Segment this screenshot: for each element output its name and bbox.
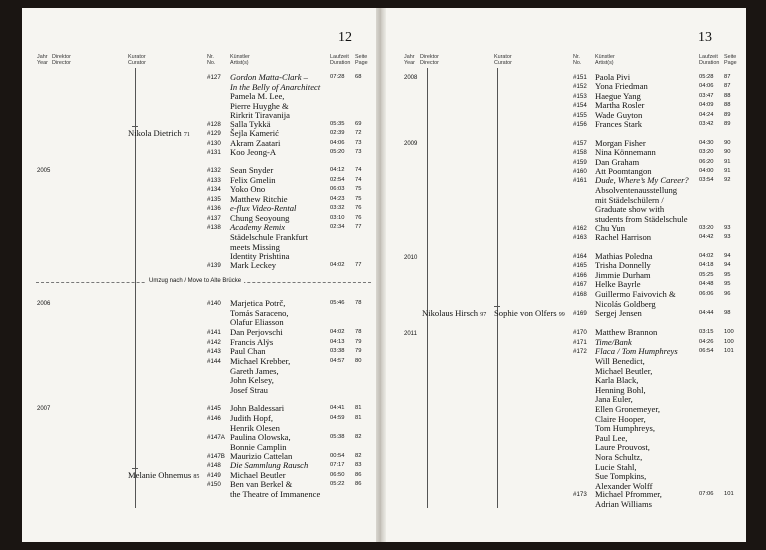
entry-number: #144 — [207, 358, 221, 365]
artist-name: Felix Gmelin — [230, 175, 276, 185]
entry-number: #148 — [207, 462, 221, 469]
entry-page: 101 — [724, 348, 734, 354]
entry-duration: 02:34 — [330, 224, 345, 230]
entry-duration: 04:06 — [330, 140, 345, 146]
entry-duration: 05:22 — [330, 481, 345, 487]
curator-name — [128, 471, 199, 483]
column-header-year — [37, 54, 48, 67]
entry-duration: 00:54 — [330, 453, 345, 459]
column-header-text: Page — [355, 60, 368, 67]
artist-name: Paul Chan — [230, 346, 266, 356]
column-header-text: Nr. — [573, 54, 580, 60]
column-header-text: Künstler — [595, 54, 615, 60]
artist-name: Sergej Jensen — [595, 308, 642, 318]
entry-duration: 03:32 — [330, 205, 345, 211]
entry-duration: 03:47 — [699, 93, 714, 99]
column-header-curator — [128, 54, 146, 67]
entry-duration: 04:41 — [330, 405, 345, 411]
year-label: 2006 — [37, 301, 51, 307]
column-header-text: Direktor — [52, 54, 71, 60]
timeline-tick — [132, 126, 138, 127]
entry-number: #169 — [573, 310, 587, 317]
column-header-text: Director — [420, 60, 439, 67]
entry-duration: 03:15 — [699, 329, 714, 335]
column-header-text: Artist(s) — [595, 60, 614, 67]
entry-page: 98 — [724, 310, 731, 316]
entry-page: 93 — [724, 225, 731, 231]
entry-duration: 04:42 — [699, 234, 714, 240]
entry-number: #145 — [207, 405, 221, 412]
artist-name: Šejla Kamerić — [230, 128, 279, 138]
artist-name: Dan Graham — [595, 157, 640, 167]
artist-name: Judith Hopf, Henrik Olesen — [230, 413, 280, 433]
book-gutter — [376, 8, 386, 542]
year-label: 2011 — [404, 331, 417, 337]
entry-duration: 04:24 — [699, 112, 714, 118]
entry-duration: 04:06 — [699, 83, 714, 89]
entry-page: 100 — [724, 329, 734, 335]
entry-page: 74 — [355, 177, 362, 183]
column-header-text: Artist(s) — [230, 60, 249, 67]
artist-name: Flaca / Tom Humphreys — [595, 346, 678, 356]
column-header-page — [355, 54, 368, 67]
entry-page: 80 — [355, 358, 362, 364]
column-header-text: Kurator — [128, 54, 146, 60]
entry-number: #153 — [573, 93, 587, 100]
column-header-duration — [330, 54, 350, 67]
entry-duration: 04:00 — [699, 168, 714, 174]
entry-number: #150 — [207, 481, 221, 488]
artist-name: Helke Bayrle — [595, 279, 641, 289]
entry-number: #161 — [573, 177, 587, 184]
entry-number: #171 — [573, 339, 587, 346]
entry-duration: 04:02 — [330, 262, 345, 268]
artist-name: Yoko Ono — [230, 184, 266, 194]
director-name-text: Nikolaus Hirsch — [422, 308, 479, 318]
entry-page: 79 — [355, 339, 362, 345]
timeline-line — [497, 68, 498, 508]
entry-number: #130 — [207, 140, 221, 147]
entry-duration: 03:38 — [330, 348, 345, 354]
entry-duration: 05:46 — [330, 300, 345, 306]
entry-number: #162 — [573, 225, 587, 232]
entry-page: 88 — [724, 93, 731, 99]
column-header-text: Page — [724, 60, 737, 67]
move-note: Umzug nach / Move to Alte Brücke — [146, 278, 244, 284]
artist-name: Akram Zaatari — [230, 138, 281, 148]
entry-page: 73 — [355, 140, 362, 146]
entry-page: 87 — [724, 83, 731, 89]
entry-number: #136 — [207, 205, 221, 212]
entry-page: 82 — [355, 434, 362, 440]
entry-duration: 03:10 — [330, 215, 345, 221]
entry-number: #133 — [207, 177, 221, 184]
artist-name: Nina Könnemann — [595, 147, 656, 157]
entry-number: #137 — [207, 215, 221, 222]
column-header-text: Curator — [128, 60, 146, 67]
curator-name-text: Sophie von Olfers — [494, 308, 557, 318]
director-timeline-line — [427, 68, 428, 508]
entry-number: #163 — [573, 234, 587, 241]
artist-name: Academy Remix — [230, 222, 286, 232]
artist-name: Maurizio Cattelan — [230, 451, 293, 461]
entry-page: 91 — [724, 159, 731, 165]
entry-number: #152 — [573, 83, 587, 90]
entry-duration: 04:13 — [330, 339, 345, 345]
artist-name: Michael Krebber, Gareth James, John Kelsey, Josef Strau — [230, 356, 291, 395]
column-header-year — [404, 54, 415, 67]
entry-number: #129 — [207, 130, 221, 137]
entry-page: 79 — [355, 348, 362, 354]
column-header-text: Director — [52, 60, 71, 67]
entry-page: 68 — [355, 74, 362, 80]
entry-duration: 04:30 — [699, 140, 714, 146]
entry-number: #151 — [573, 74, 587, 81]
entry-duration: 04:02 — [699, 253, 714, 259]
entry-page: 73 — [355, 149, 362, 155]
entry-page: 74 — [355, 167, 362, 173]
artist-name: Yona Friedman — [595, 81, 648, 91]
entry-number: #166 — [573, 272, 587, 279]
column-header-duration — [699, 54, 719, 67]
entry-page: 77 — [355, 262, 362, 268]
entry-duration: 06:20 — [699, 159, 714, 165]
column-header-text: Duration — [699, 60, 720, 67]
entry-number: #170 — [573, 329, 587, 336]
column-header-text: Jahr — [37, 54, 48, 60]
entry-number: #139 — [207, 262, 221, 269]
entry-number: #157 — [573, 140, 587, 147]
artist-name: Wade Guyton — [595, 110, 643, 120]
column-header-text: Curator — [494, 60, 512, 67]
entry-duration: 04:23 — [330, 196, 345, 202]
curator-page-ref: 85 — [193, 474, 200, 480]
left-page — [22, 8, 379, 542]
entry-page: 87 — [724, 74, 731, 80]
artist-name: Pamela M. Lee, Pierre Huyghe & Rirkrit Tiravanija — [230, 91, 290, 121]
entry-number: #165 — [573, 262, 587, 269]
entry-number: #147B — [207, 453, 225, 460]
entry-page: 76 — [355, 205, 362, 211]
artist-name: Koo Jeong-A — [230, 147, 277, 157]
artist-name: Mark Leckey — [230, 260, 277, 270]
entry-number: #149 — [207, 472, 221, 479]
artist-name: Dude, Where’s My Career? — [595, 175, 689, 185]
column-header-artist — [595, 54, 615, 67]
column-header-no — [207, 54, 215, 67]
artist-name: Will Benedict, Michael Beutler, Karla Black, Henning Bohl, Jana Euler, Ellen Gronemeyer, Claire Hooper, Tom Humphreys, Paul Lee, Laure Prouvost, Nora Schultz, Lucie Stahl, Sue Tompkins, Alexander Wolff — [595, 356, 661, 491]
column-header-artist — [230, 54, 250, 67]
year-label: 2009 — [404, 141, 418, 147]
column-header-text: Seite — [355, 54, 368, 60]
artist-name: Frances Stark — [595, 119, 643, 129]
entry-duration: 07:06 — [699, 491, 714, 497]
artist-name: Paola Pivi — [595, 72, 631, 82]
entry-page: 96 — [724, 291, 731, 297]
column-header-text: Laufzeit — [699, 54, 718, 60]
entry-page: 81 — [355, 415, 362, 421]
entry-duration: 05:35 — [330, 121, 345, 127]
entry-number: #156 — [573, 121, 587, 128]
entry-page: 91 — [724, 168, 731, 174]
column-header-text: Year — [37, 60, 48, 67]
artist-name: Time/Bank — [595, 337, 632, 347]
entry-number: #131 — [207, 149, 221, 156]
curator-name-text: Nikola Dietrich — [128, 128, 182, 138]
column-header-text: No. — [573, 60, 582, 67]
entry-number: #135 — [207, 196, 221, 203]
entry-duration: 05:28 — [699, 74, 714, 80]
entry-page: 89 — [724, 121, 731, 127]
artist-name: Martha Rosler — [595, 100, 645, 110]
artist-name: Att Poomtangon — [595, 166, 652, 176]
year-label: 2007 — [37, 406, 51, 412]
page-number: 12 — [338, 30, 352, 45]
entry-page: 95 — [724, 281, 731, 287]
artist-name: John Baldessari — [230, 403, 285, 413]
entry-page: 89 — [724, 112, 731, 118]
entry-number: #128 — [207, 121, 221, 128]
entry-number: #142 — [207, 339, 221, 346]
column-header-text: Laufzeit — [330, 54, 349, 60]
entry-number: #138 — [207, 224, 221, 231]
entry-page: 76 — [355, 215, 362, 221]
entry-number: #140 — [207, 300, 221, 307]
column-header-page — [724, 54, 737, 67]
entry-page: 90 — [724, 149, 731, 155]
entry-duration: 04:18 — [699, 262, 714, 268]
artist-name: Ben van Berkel & the Theatre of Immanence — [230, 479, 321, 499]
entry-duration: 04:44 — [699, 310, 714, 316]
entry-page: 100 — [724, 339, 734, 345]
column-header-text: No. — [207, 60, 216, 67]
artist-name: Marjetica Potrč, Tomás Saraceno, Olafur Eliasson — [230, 298, 289, 328]
column-header-director — [52, 54, 71, 67]
entry-number: #173 — [573, 491, 587, 498]
artist-name: Chung Seoyoung — [230, 213, 290, 223]
entry-number: #172 — [573, 348, 587, 355]
artist-name: Michael Pfrommer, Adrian Williams — [595, 489, 662, 509]
artist-name: Francis Alÿs — [230, 337, 274, 347]
entry-page: 69 — [355, 121, 362, 127]
entry-number: #167 — [573, 281, 587, 288]
artist-name: Paulina Olowska, Bonnie Camplin — [230, 432, 291, 452]
entry-duration: 04:59 — [330, 415, 345, 421]
entry-duration: 06:50 — [330, 472, 345, 478]
entry-duration: 02:39 — [330, 130, 345, 136]
entry-number: #132 — [207, 167, 221, 174]
artist-name: Die Sammlung Rausch — [230, 460, 309, 470]
artist-name: Jimmie Durham — [595, 270, 651, 280]
artist-name: Chu Yun — [595, 223, 626, 233]
artist-name: Städelschule Frankfurt meets Missing Identity Prishtina — [230, 232, 309, 262]
entry-duration: 03:20 — [699, 225, 714, 231]
artist-name: Michael Beutler — [230, 470, 286, 480]
artist-name: Sean Snyder — [230, 165, 274, 175]
entry-duration: 03:54 — [699, 177, 714, 183]
entry-duration: 06:03 — [330, 186, 345, 192]
entry-number: #158 — [573, 149, 587, 156]
entry-number: #127 — [207, 74, 221, 81]
artist-name: Gordon Matta-Clark – In the Belly of Anarchitect — [230, 72, 321, 92]
entry-duration: 05:25 — [699, 272, 714, 278]
entry-number: #143 — [207, 348, 221, 355]
entry-page: 92 — [724, 177, 731, 183]
page-number: 13 — [698, 30, 712, 45]
curator-name — [128, 129, 190, 141]
entry-number: #164 — [573, 253, 587, 260]
column-header-text: Year — [404, 60, 415, 67]
entry-duration: 03:20 — [699, 149, 714, 155]
entry-duration: 05:38 — [330, 434, 345, 440]
column-header-text: Direktor — [420, 54, 439, 60]
artist-name: Mathias Poledna — [595, 251, 653, 261]
entry-page: 83 — [355, 462, 362, 468]
entry-duration: 07:17 — [330, 462, 345, 468]
artist-name: Salla Tykkä — [230, 119, 271, 129]
curator-page-ref: 71 — [183, 132, 190, 138]
curator-name-text: Melanie Ohnemus — [128, 470, 192, 480]
entry-page: 101 — [724, 491, 734, 497]
entry-duration: 06:06 — [699, 291, 714, 297]
entry-number: #147A — [207, 434, 225, 441]
entry-number: #155 — [573, 112, 587, 119]
column-header-text: Nr. — [207, 54, 214, 60]
entry-page: 78 — [355, 329, 362, 335]
entry-page: 94 — [724, 262, 731, 268]
director-page-ref: 97 — [480, 312, 487, 318]
entry-duration: 04:48 — [699, 281, 714, 287]
entry-page: 72 — [355, 130, 362, 136]
artist-name: Haegue Yang — [595, 91, 641, 101]
artist-name: Matthew Ritchie — [230, 194, 288, 204]
entry-page: 88 — [724, 102, 731, 108]
entry-number: #154 — [573, 102, 587, 109]
entry-number: #146 — [207, 415, 221, 422]
entry-number: #134 — [207, 186, 221, 193]
entry-page: 77 — [355, 224, 362, 230]
column-header-text: Kurator — [494, 54, 512, 60]
entry-duration: 03:42 — [699, 121, 714, 127]
curator-name — [494, 309, 565, 321]
entry-number: #168 — [573, 291, 587, 298]
entry-page: 86 — [355, 472, 362, 478]
column-header-text: Duration — [330, 60, 351, 67]
column-header-text: Seite — [724, 54, 737, 60]
artist-name: Morgan Fisher — [595, 138, 646, 148]
column-header-text: Jahr — [404, 54, 415, 60]
entry-duration: 04:09 — [699, 102, 714, 108]
year-label: 2010 — [404, 255, 418, 261]
artist-name: e-flux Video-Rental — [230, 203, 297, 213]
entry-duration: 04:02 — [330, 329, 345, 335]
column-header-curator — [494, 54, 512, 67]
artist-name: Guillermo Faivovich & Nicolás Goldberg — [595, 289, 676, 309]
entry-duration: 02:54 — [330, 177, 345, 183]
entry-page: 81 — [355, 405, 362, 411]
column-header-director — [420, 54, 439, 67]
entry-page: 86 — [355, 481, 362, 487]
entry-page: 90 — [724, 140, 731, 146]
entry-number: #141 — [207, 329, 221, 336]
entry-page: 93 — [724, 234, 731, 240]
entry-page: 75 — [355, 196, 362, 202]
entry-duration: 04:57 — [330, 358, 345, 364]
artist-name: Dan Perjovschi — [230, 327, 283, 337]
entry-page: 94 — [724, 253, 731, 259]
entry-page: 78 — [355, 300, 362, 306]
artist-name: Rachel Harrison — [595, 232, 652, 242]
curator-page-ref: 99 — [558, 312, 565, 318]
column-header-no — [573, 54, 581, 67]
director-name — [422, 309, 486, 321]
entry-page: 82 — [355, 453, 362, 459]
artist-name: Matthew Brannon — [595, 327, 658, 337]
entry-duration: 07:28 — [330, 74, 345, 80]
year-label: 2005 — [37, 168, 51, 174]
right-page — [382, 8, 746, 542]
entry-duration: 04:26 — [699, 339, 714, 345]
entry-number: #159 — [573, 159, 587, 166]
artist-name: Absolventenausstellung mit Städelschülern / Graduate show with students from Städelschule — [595, 185, 688, 224]
entry-duration: 05:20 — [330, 149, 345, 155]
entry-duration: 04:12 — [330, 167, 345, 173]
timeline-tick — [132, 468, 138, 469]
entry-page: 95 — [724, 272, 731, 278]
entry-number: #160 — [573, 168, 587, 175]
entry-duration: 06:54 — [699, 348, 714, 354]
column-header-text: Künstler — [230, 54, 250, 60]
entry-page: 75 — [355, 186, 362, 192]
timeline-tick — [494, 306, 500, 307]
artist-name: Trisha Donnelly — [595, 260, 651, 270]
year-label: 2008 — [404, 75, 418, 81]
